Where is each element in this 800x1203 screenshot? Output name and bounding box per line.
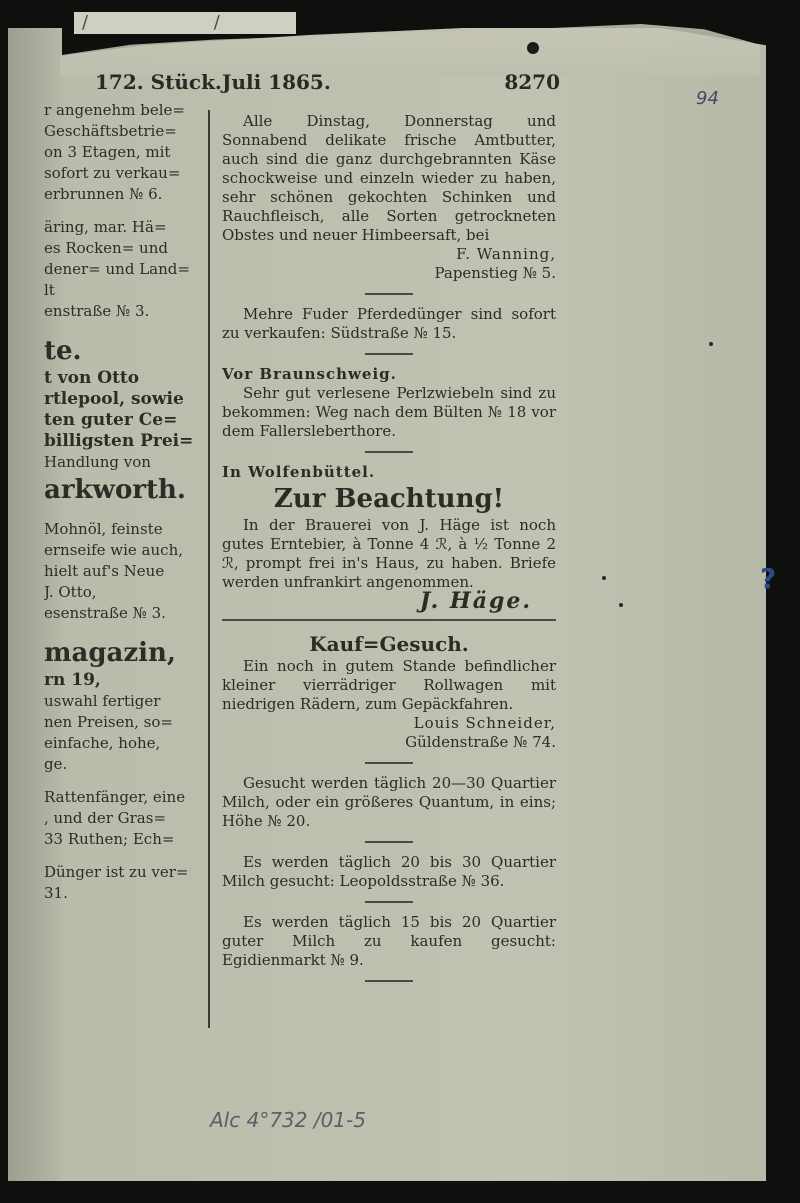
issue-number: 172. Stück.: [95, 70, 222, 94]
left-column-line: Mohnöl, feinste: [44, 520, 163, 538]
pencil-page-number: 94: [696, 88, 719, 109]
left-column-line: arkworth.: [44, 475, 186, 505]
page-header: [95, 70, 560, 98]
left-column-line: nen Preisen, so=: [44, 713, 173, 731]
ad-onions-heading: Vor Braunschweig.: [222, 365, 397, 383]
left-column-line: ernseife wie auch,: [44, 541, 183, 559]
divider: [365, 762, 413, 764]
page-hole: [527, 42, 539, 54]
ink-speck: [602, 576, 606, 580]
left-column-line: Dünger ist zu ver=: [44, 863, 189, 881]
left-column-line: Geschäftsbetrie=: [44, 122, 177, 140]
left-column-line: te.: [44, 336, 82, 366]
ad-milk-3: Es werden täglich 15 bis 20 Quartier guter Milch zu kaufen gesucht: Egidienmarkt № 9.: [222, 913, 556, 969]
left-column-line: t von Otto: [44, 368, 140, 388]
left-column-line: Handlung von: [44, 453, 151, 471]
ad-wanted-title: Kauf=Gesuch.: [309, 632, 469, 656]
left-column-line: 33 Ruthen; Ech=: [44, 830, 175, 848]
left-column-line: esenstraße № 3.: [44, 604, 166, 622]
left-column-gap: [44, 322, 214, 334]
left-column-line: äring, mar. Hä=: [44, 218, 167, 236]
left-column-line: uswahl fertiger: [44, 692, 161, 710]
left-column-line: 31.: [44, 884, 68, 902]
left-column-line: einfache, hohe,: [44, 734, 161, 752]
divider: [365, 841, 413, 843]
divider: [365, 901, 413, 903]
archive-shelfmark: Alc 4°732 /01-5: [210, 1108, 366, 1132]
ad-milk-2: Es werden täglich 20 bis 30 Quartier Milch gesucht: Leopoldsstraße № 36.: [222, 853, 556, 890]
ad-wanted-cart: [222, 631, 556, 752]
section-divider: [222, 619, 556, 621]
ad-manure-text: Mehre Fuder Pferdedünger sind sofort zu verkaufen: Südstraße № 15.: [222, 305, 556, 342]
ad-wanted-text: Ein noch in gutem Stande befindlicher kleiner vierrädriger Rollwagen mit niedrigen Rädern, zum Gepäckfahren.: [222, 657, 556, 713]
issue-date: Juli 1865.: [222, 70, 331, 94]
ad-beer-title: Zur Beachtung!: [273, 484, 505, 514]
ad-beer-text: In der Brauerei von J. Häge ist noch gutes Erntebier, à Tonne 4 ℛ, à ½ Tonne 2 ℛ, prompt frei in's Haus, zu haben. Briefe werden unfrankirt angenommen.: [222, 516, 556, 591]
left-column-line: ge.: [44, 755, 68, 773]
left-column-line: es Rocken= und: [44, 239, 168, 257]
left-column-line: , und der Gras=: [44, 809, 167, 827]
divider: [365, 293, 413, 295]
divider: [365, 980, 413, 982]
left-column-line: erbrunnen № 6.: [44, 185, 163, 203]
column-divider: [208, 110, 210, 1028]
ad-butter: [222, 112, 556, 283]
ink-speck: [709, 342, 713, 346]
left-column-line: enstraße № 3.: [44, 302, 150, 320]
ad-milk-1: Gesucht werden täglich 20—30 Quartier Milch, oder ein größeres Quantum, in eins; Höhe № 20.: [222, 774, 556, 830]
left-column-line: hielt auf's Neue: [44, 562, 165, 580]
left-column-line: billigsten Prei=: [44, 431, 194, 451]
ink-speck: [619, 603, 623, 607]
left-column-line: Rattenfänger, eine: [44, 788, 186, 806]
left-column-line: sofort zu verkau=: [44, 164, 181, 182]
divider: [365, 353, 413, 355]
top-paper-strip: / /: [74, 12, 296, 34]
left-column-gap: [44, 205, 214, 217]
left-column-line: magazin,: [44, 638, 176, 668]
left-column-line: dener= und Land=: [44, 260, 190, 278]
left-column-line: lt: [44, 281, 55, 299]
ad-onions-text: Sehr gut verlesene Perlzwiebeln sind zu bekommen: Weg nach dem Bülten № 18 vor dem Fallersleberthore.: [222, 384, 556, 440]
left-column-line: J. Otto,: [44, 583, 97, 601]
blue-ink-mark: ?: [760, 562, 777, 595]
left-column-line: on 3 Etagen, mit: [44, 143, 171, 161]
ad-butter-address: Papenstieg № 5.: [434, 264, 556, 282]
left-column-fragment: [44, 100, 214, 1000]
page-number: 8270: [504, 70, 560, 94]
ad-wanted-address: Güldenstraße № 74.: [405, 733, 556, 751]
right-column: [222, 112, 556, 992]
left-column-line: r angenehm bele=: [44, 101, 185, 119]
left-column-gap: [44, 624, 214, 636]
ad-butter-text: Alle Dinstag, Donnerstag und Sonnabend delikate frische Amtbutter, auch sind die ganz durchgebrannten Käse schockweise und einzeln wieder zu haben, sehr schönen gekochten Schinken und Rauchfleisch, alle Sorten getrockneten Obstes und neuer Himbeersaft, bei: [222, 112, 556, 244]
left-column-gap: [44, 507, 214, 519]
ad-beer-firm: J. Häge.: [419, 588, 532, 614]
ad-wanted-signature: Louis Schneider,: [413, 714, 556, 732]
left-column-gap: [44, 775, 214, 787]
ad-beer-place: In Wolfenbüttel.: [222, 463, 376, 481]
left-column-line: rtlepool, sowie: [44, 389, 184, 409]
left-column-gap: [44, 850, 214, 862]
left-column-line: ten guter Ce=: [44, 410, 178, 430]
left-column-line: rn 19,: [44, 670, 101, 690]
ad-onions: [222, 365, 556, 441]
ad-beer: [222, 463, 556, 614]
divider: [365, 451, 413, 453]
ad-butter-signature: F. Wanning,: [456, 245, 556, 263]
